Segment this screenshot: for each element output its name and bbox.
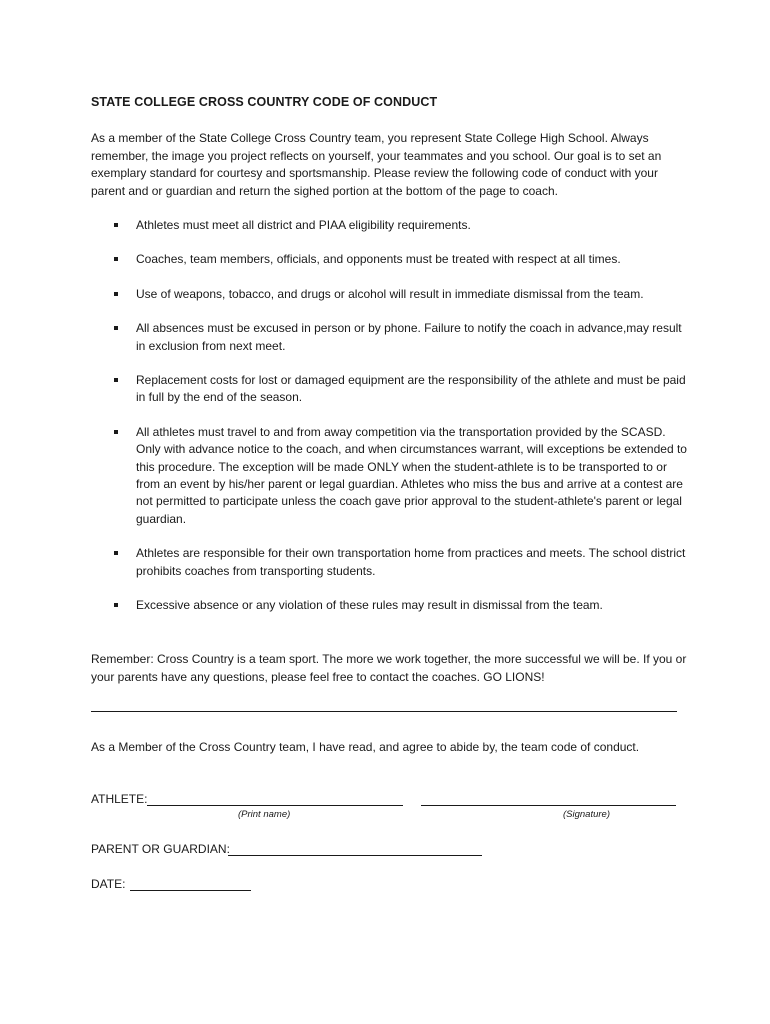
rule-item — [91, 545, 687, 580]
date-label: DATE: — [91, 877, 126, 891]
rule-item — [91, 320, 687, 355]
bullet-square-icon — [114, 292, 118, 296]
rule-item — [91, 286, 687, 303]
rule-text: All absences must be excused in person or by phone. Failure to notify the coach in advance,may result in exclusion from next meet. — [136, 321, 682, 353]
print-name-caption: (Print name) — [238, 809, 291, 820]
date-field[interactable] — [130, 890, 251, 891]
rule-text: Athletes must meet all district and PIAA eligibility requirements. — [136, 218, 471, 232]
bullet-square-icon — [114, 430, 118, 434]
athlete-label: ATHLETE: — [91, 792, 148, 806]
rule-item — [91, 597, 687, 614]
athlete-signature-field[interactable] — [421, 805, 676, 806]
rule-text: Athletes are responsible for their own transportation home from practices and meets. The school district prohibits coaches from transporting students. — [136, 546, 686, 578]
rule-text: Excessive absence or any violation of these rules may result in dismissal from the team. — [136, 598, 603, 613]
bullet-square-icon — [114, 257, 118, 261]
rule-item — [91, 372, 687, 407]
cut-line-divider — [91, 711, 677, 712]
rule-text: Coaches, team members, officials, and opponents must be treated with respect at all times. — [136, 252, 621, 267]
bullet-square-icon — [114, 603, 118, 607]
bullet-square-icon — [114, 223, 118, 227]
athlete-print-name-field[interactable] — [147, 805, 403, 806]
rule-item — [91, 424, 687, 528]
remember-paragraph: Remember: Cross Country is a team sport. The more we work together, the more successful we will be. If you or your parents have any questions, please feel free to contact the coaches. GO LIONS! — [91, 652, 687, 684]
rule-item — [91, 251, 687, 268]
parent-guardian-signature-field[interactable] — [228, 855, 482, 856]
rule-text: All athletes must travel to and from away competition via the transportation provided by the SCASD. Only with advance notice to the coach, and when circumstances warrant, will exceptions be extended to this procedure. The exception will be made ONLY when the student-athlete is to be transported to or from an event by his/her parent or legal guardian. Athletes who miss the bus and arrive at a contest are not permitted to participate unless the coach gave prior approval to the student-athlete's parent or legal guardian. — [136, 424, 687, 526]
rule-text: Replacement costs for lost or damaged equipment are the responsibility of the athlete and must be paid in full by the end of the season. — [136, 373, 686, 405]
bullet-square-icon — [114, 326, 118, 330]
bullet-square-icon — [114, 378, 118, 382]
rules-list — [91, 217, 687, 632]
rule-text: Use of weapons, tobacco, and drugs or alcohol will result in immediate dismissal from the team. — [136, 286, 644, 301]
signature-caption: (Signature) — [563, 809, 610, 820]
parent-guardian-label: PARENT OR GUARDIAN: — [91, 842, 230, 856]
bullet-square-icon — [114, 551, 118, 555]
agreement-statement: As a Member of the Cross Country team, I have read, and agree to abide by, the team code of conduct. — [91, 740, 640, 754]
intro-paragraph: As a member of the State College Cross Country team, you represent State College High School. Always remember, the image you project reflects on yourself, your teammates and you school. Our goal is to set an exemplary standard for courtesy and sportsmanship. Please review the following code of conduct with your parent and or guardian and return the sighed portion at the bottom of the page to coach. — [91, 131, 662, 198]
rule-item — [91, 217, 687, 234]
document-title: STATE COLLEGE CROSS COUNTRY CODE OF CONDUCT — [91, 95, 438, 109]
